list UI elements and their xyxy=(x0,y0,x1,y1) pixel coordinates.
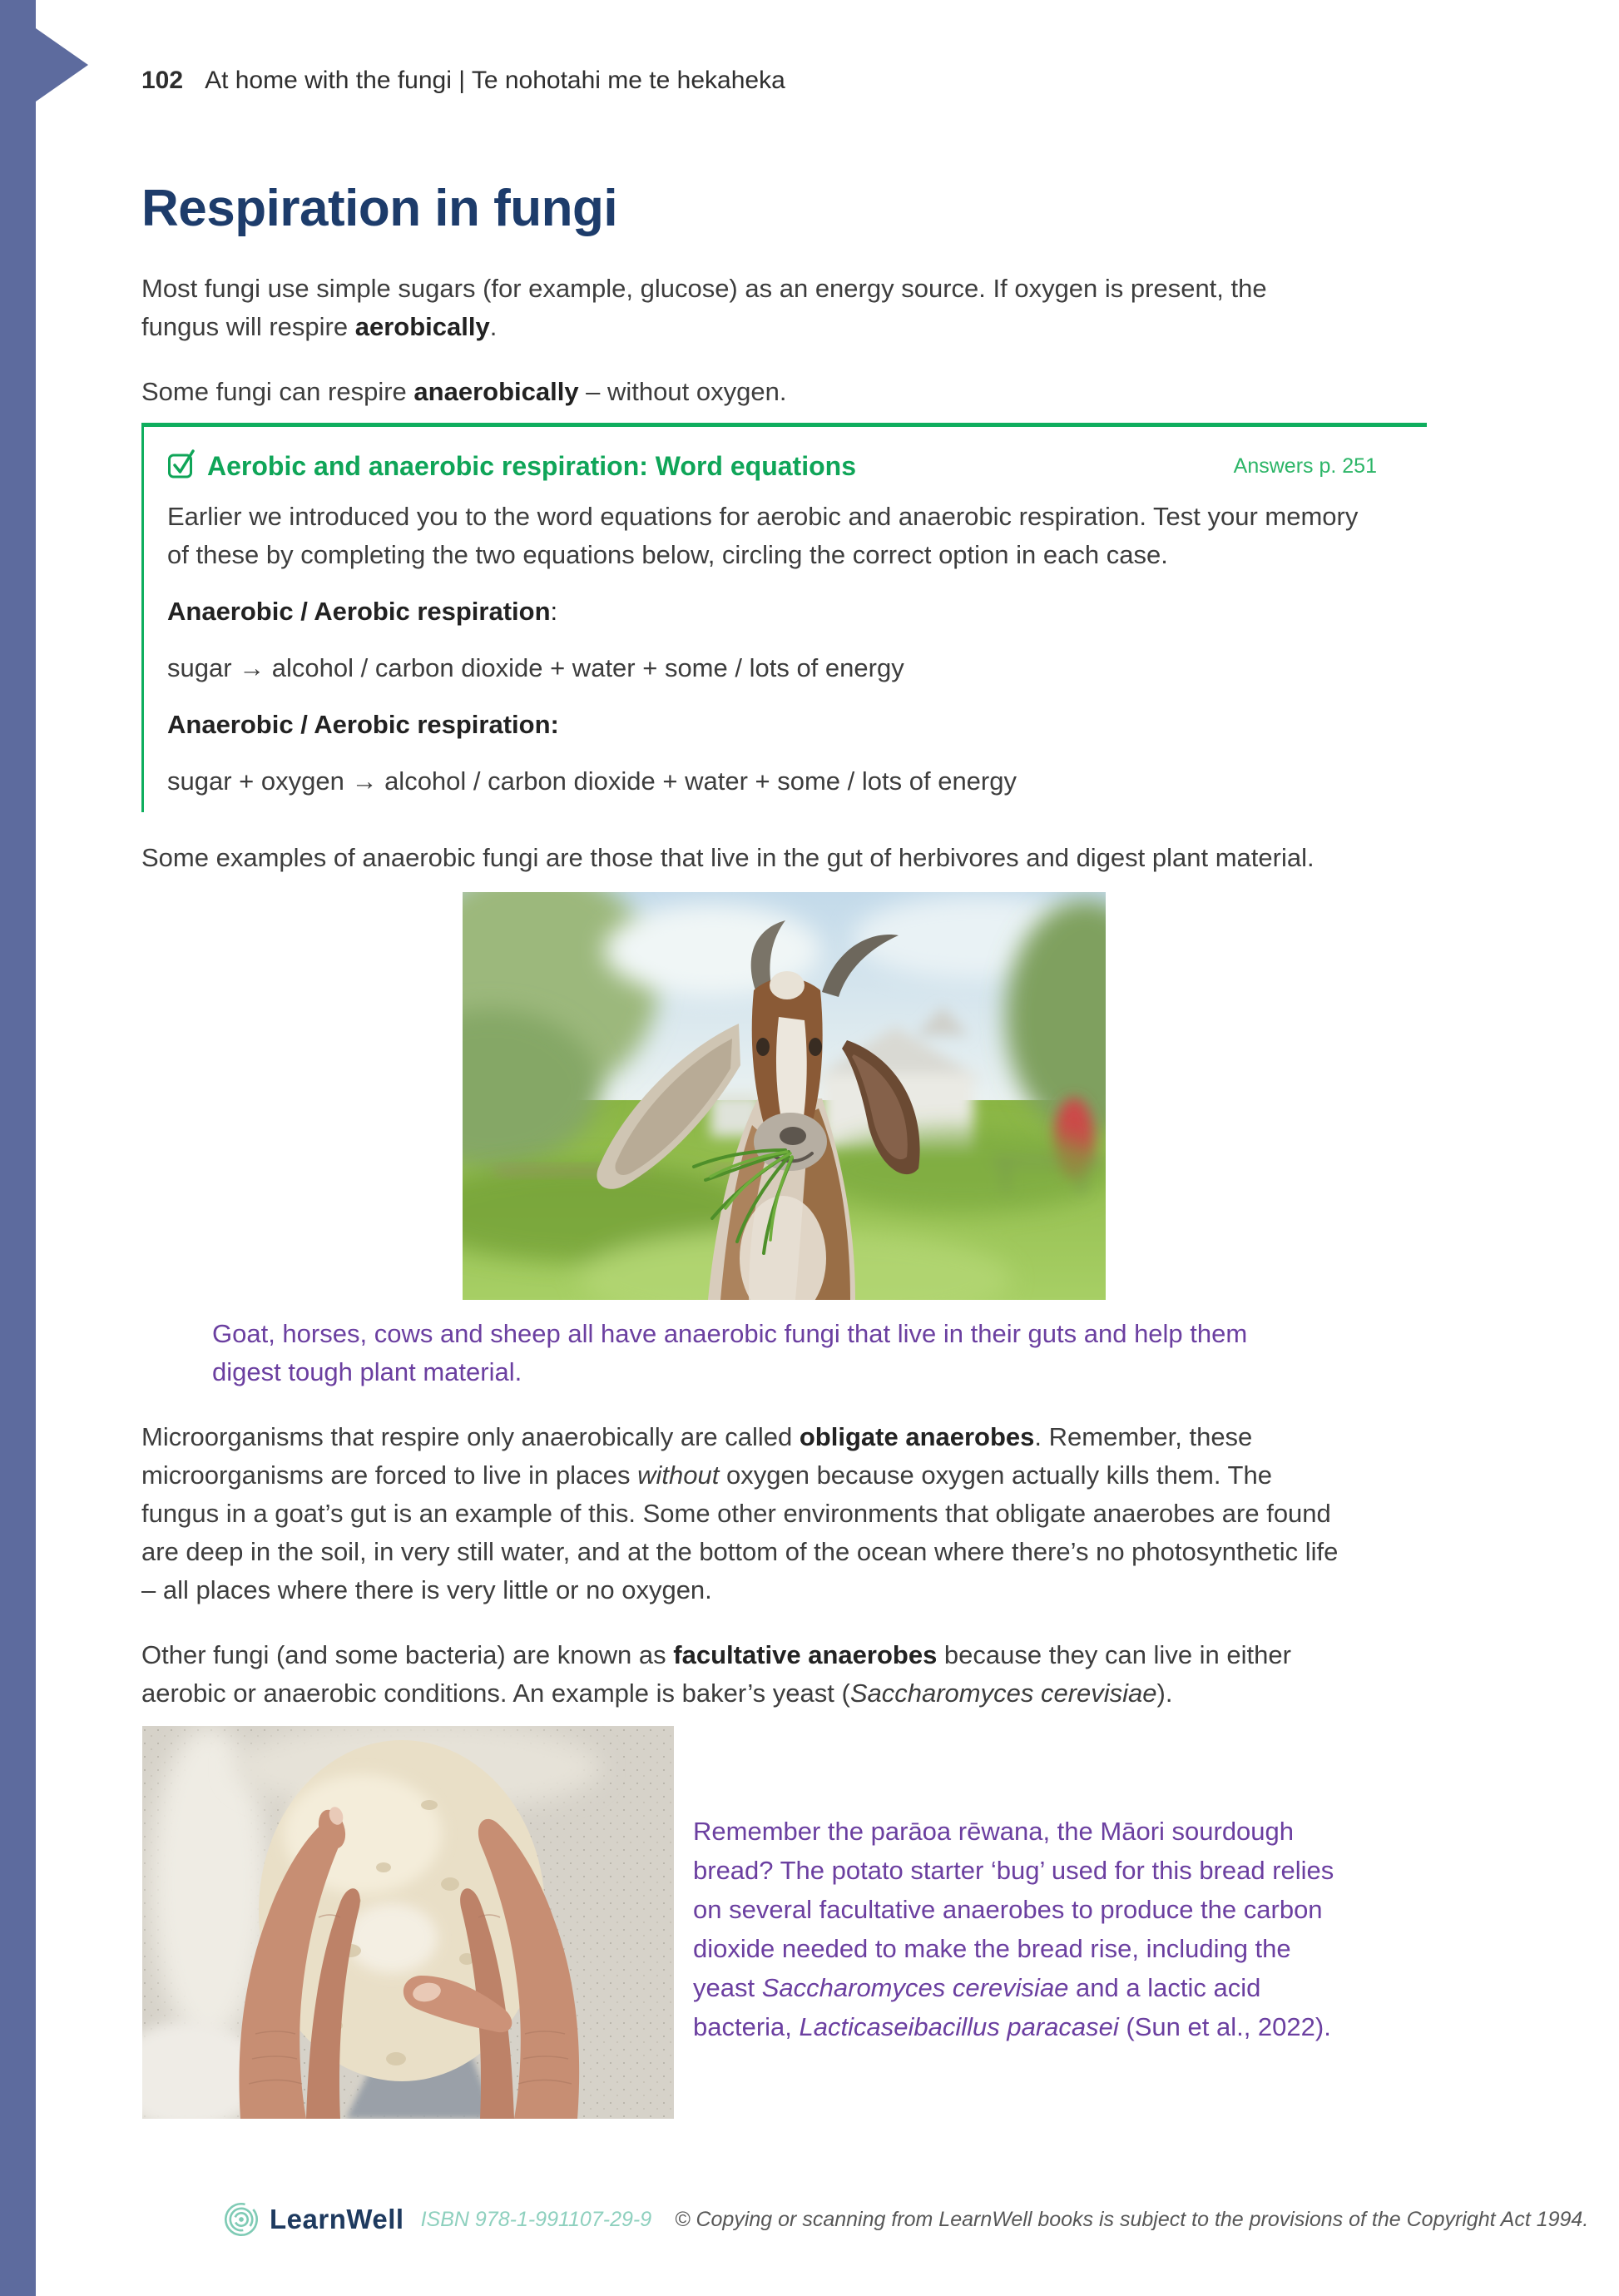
text-run: (Sun et al., 2022). xyxy=(1118,2012,1331,2041)
bold-term: obligate anaerobes xyxy=(799,1422,1035,1451)
running-header xyxy=(141,0,1427,97)
text-run: Remember the parāoa rēwana, the Māori sourdough bread? The potato starter ‘bug’ used for this bread relies on several facultative anaerobes to produce the carbon dioxide needed to make the bread rise, including the yeast xyxy=(693,1817,1334,2002)
chevron-right-icon xyxy=(36,28,88,102)
page-footer xyxy=(223,2201,1588,2238)
text-run: Microorganisms that respire only anaerobically are called xyxy=(141,1422,800,1451)
checkbox-check-icon xyxy=(167,447,196,484)
intro-paragraph-2 xyxy=(141,373,1344,411)
word-equation-2: sugar + oxygen → alcohol / carbon dioxide + water + some / lots of energy xyxy=(167,766,1017,796)
text-run: Most fungi use simple sugars (for example, glucose) as an energy source. If oxygen is present, the fungus will respire xyxy=(141,274,1267,341)
bold-term: anaerobically xyxy=(413,377,579,406)
facultative-paragraph xyxy=(141,1636,1344,1713)
goat-caption: Goat, horses, cows and sheep all have anaerobic fungi that live in their guts and help them digest tough plant material. xyxy=(212,1319,1248,1386)
activity-title: Aerobic and anaerobic respiration: Word equations xyxy=(207,450,856,481)
text-run: : xyxy=(550,597,558,626)
equation-2-label xyxy=(167,706,1377,744)
chapter-title: At home with the fungi | Te nohotahi me te hekaheka xyxy=(205,67,785,94)
species-name: Lacticaseibacillus paracasei xyxy=(799,2012,1119,2041)
text-run: Other fungi (and some bacteria) are known as xyxy=(141,1640,674,1669)
intro-paragraph-1 xyxy=(141,270,1344,346)
text-run: . xyxy=(489,312,498,341)
bread-dough-photo-figure xyxy=(142,1726,674,2119)
italic-term: without xyxy=(637,1460,720,1490)
bold-term: Anaerobic / Aerobic respiration xyxy=(167,597,551,626)
text-run: oxygen because oxygen actually kills them. The fungus in a goat’s gut is an example of this. Some other environments that obligate anaerobes are found are deep in the soil, in very still water, and at the bottom of the ocean where there’s no photosynthetic life – all places where there is very little or no oxygen. xyxy=(141,1460,1339,1604)
species-name: Saccharomyces cerevisiae xyxy=(849,1679,1157,1708)
isbn-text: ISBN 978-1-991107-29-9 xyxy=(420,2207,652,2231)
text-run: and a lactic acid bacteria, xyxy=(693,1973,1261,2041)
bread-dough-photo xyxy=(142,1726,674,2119)
bold-term: Anaerobic / Aerobic respiration: xyxy=(167,710,559,739)
left-edge-band xyxy=(0,0,36,2296)
activity-box-header xyxy=(167,447,1377,484)
activity-title-wrap xyxy=(167,447,856,484)
bread-section xyxy=(141,1726,1427,2119)
copyright-notice: © Copying or scanning from LearnWell books is subject to the provisions of the Copyright Act 1994. xyxy=(675,2207,1589,2231)
word-equation-1: sugar → alcohol / carbon dioxide + water + some / lots of energy xyxy=(167,653,904,682)
obligate-paragraph xyxy=(141,1418,1344,1609)
examples-paragraph: Some examples of anaerobic fungi are those that live in the gut of herbivores and digest plant material. xyxy=(141,843,1315,872)
publisher-logo-text: LearnWell xyxy=(270,2204,404,2234)
page-content xyxy=(141,0,1427,2119)
text-run: – without oxygen. xyxy=(578,377,787,406)
bold-term: aerobically xyxy=(354,312,490,341)
text-run: Some fungi can respire xyxy=(141,377,414,406)
bread-note xyxy=(693,1752,1359,2093)
equation-1-label xyxy=(167,593,1377,631)
text-run: because they can live in either aerobic or anaerobic conditions. An example is baker’s yeast ( xyxy=(141,1640,1291,1708)
text-run: . Remember, these microorganisms are forced to live in places xyxy=(141,1422,1253,1490)
bold-term: facultative anaerobes xyxy=(673,1640,938,1669)
text-run: ). xyxy=(1156,1679,1173,1708)
answers-page-reference: Answers p. 251 xyxy=(1233,454,1377,478)
goat-photo-figure xyxy=(463,892,1106,1300)
page-number: 102 xyxy=(141,67,184,94)
species-name: Saccharomyces cerevisiae xyxy=(761,1973,1069,2002)
activity-box xyxy=(141,423,1427,812)
activity-instructions: Earlier we introduced you to the word equations for aerobic and anaerobic respiration. Test your memory of these by completing the two equations below, circling the correct option in each case. xyxy=(167,502,1359,569)
koru-spiral-icon xyxy=(223,2201,260,2238)
goat-photo xyxy=(463,892,1106,1300)
page-title: Respiration in fungi xyxy=(141,180,618,237)
